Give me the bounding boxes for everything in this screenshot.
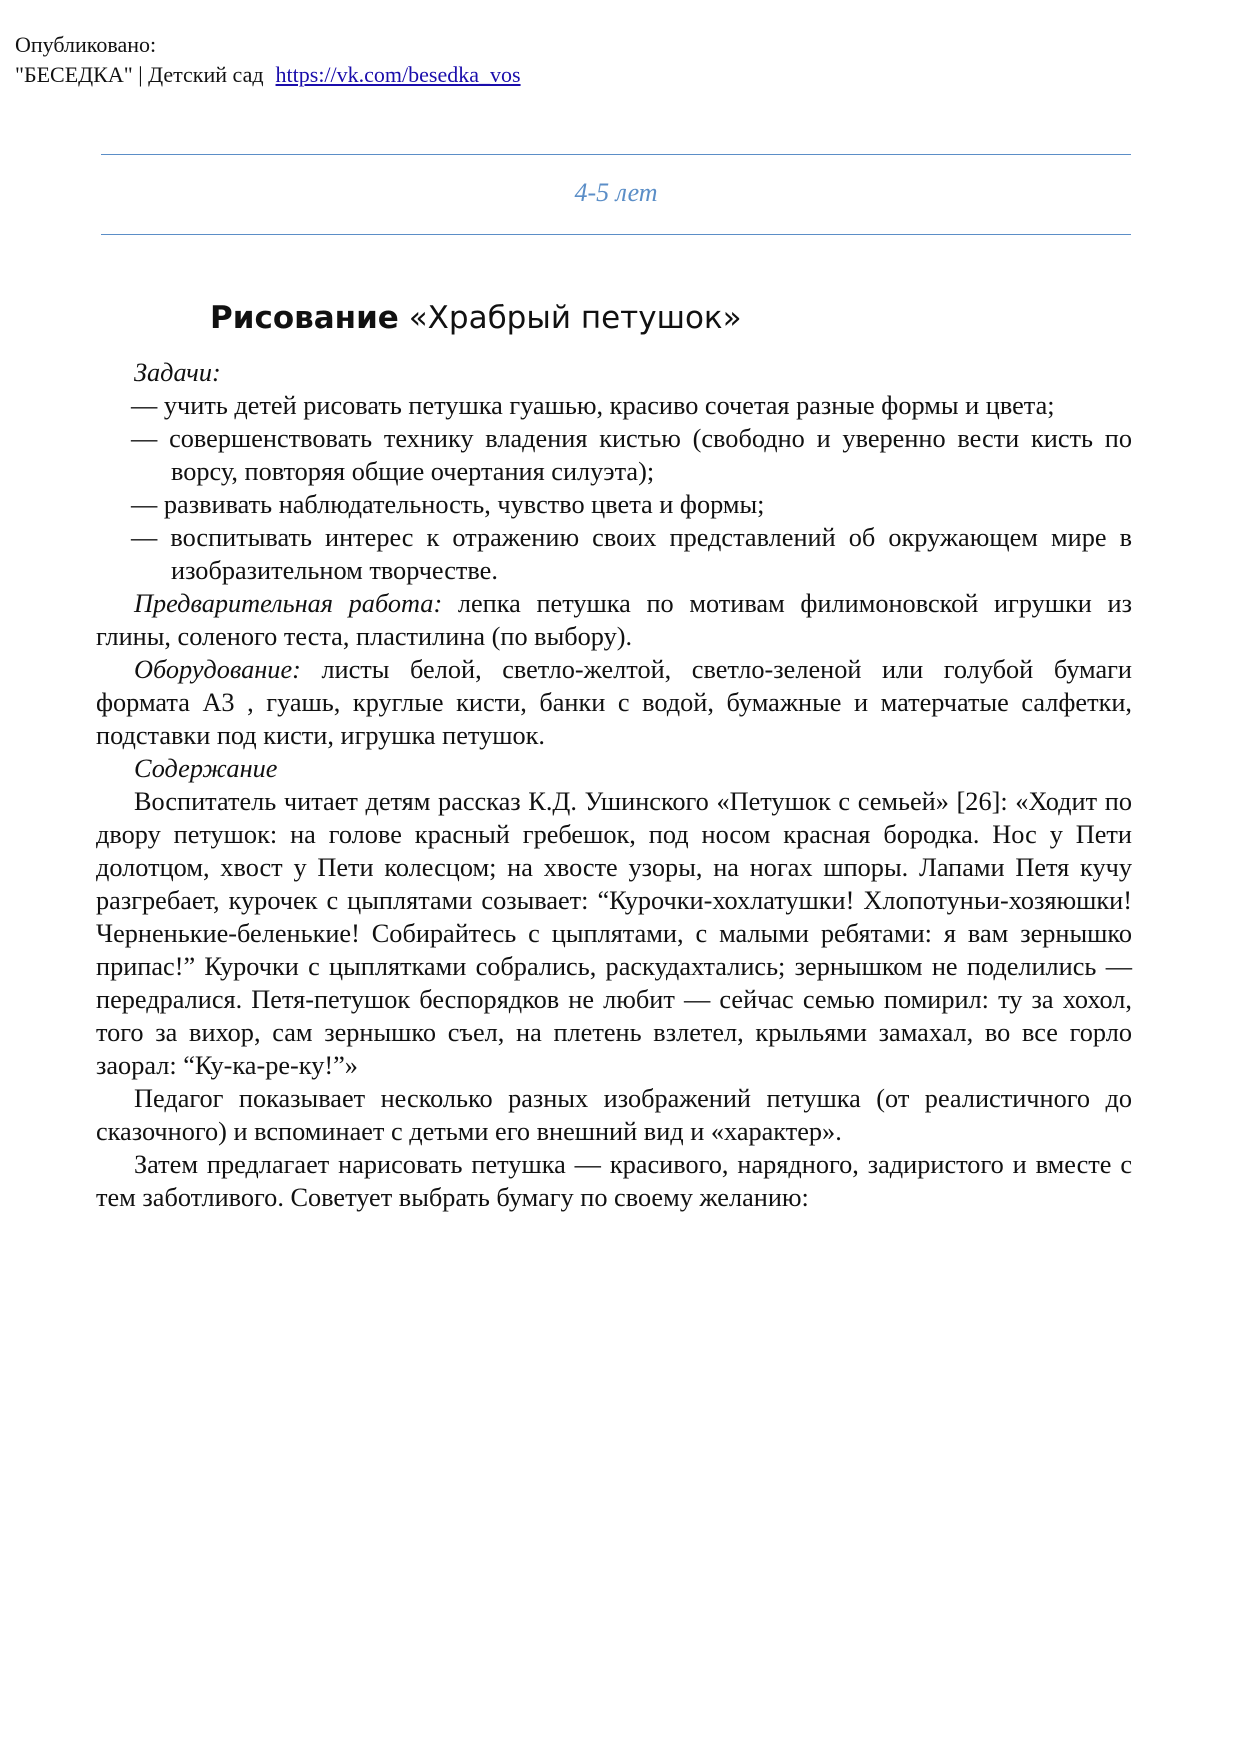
prep-text: лепка петушка по мотивам филимоновской игрушки из глины, соленого теста, пластилина (по выбору).	[96, 589, 1132, 651]
content-paragraph: Педагог показывает несколько разных изображений петушка (от реалистичного до сказочного) и вспоминает с детьми его внешний вид и «характер».	[96, 1084, 1132, 1146]
content-label: Содержание	[134, 754, 278, 783]
task-item: — совершенствовать технику владения кистью (свободно и уверенно вести кисть по ворсу, повторяя общие очертания силуэта);	[96, 422, 1132, 488]
task-item: — развивать наблюдательность, чувство цвета и формы;	[96, 488, 1132, 521]
age-group-heading: 4-5 лет	[574, 178, 658, 207]
publisher-link[interactable]: https://vk.com/besedka_vos	[275, 62, 521, 87]
equipment-text: листы белой, светло-желтой, светло-зеленой или голубой бумаги формата А3 , гуашь, круглые кисти, банки с водой, бумажные и матерчатые салфетки, подставки под кисти, игрушка петушок.	[96, 655, 1132, 750]
tasks-label: Задачи:	[134, 358, 221, 387]
task-item: — учить детей рисовать петушка гуашью, красиво сочетая разные формы и цвета;	[96, 389, 1132, 422]
equipment-paragraph	[96, 653, 1132, 752]
bottom-divider	[101, 234, 1131, 235]
lesson-title	[210, 300, 742, 336]
lesson-title-bold: Рисование	[210, 300, 399, 336]
equipment-label: Оборудование:	[134, 655, 301, 684]
publisher-line	[15, 60, 521, 90]
lesson-body	[96, 356, 1132, 1214]
lesson-title-rest: «Храбрый петушок»	[408, 300, 742, 336]
published-label: Опубликовано:	[15, 32, 157, 57]
top-divider	[101, 154, 1131, 155]
prep-label: Предварительная работа:	[134, 589, 443, 618]
publisher-name: "БЕСЕДКА" | Детский сад	[15, 62, 264, 87]
content-paragraph: Воспитатель читает детям рассказ К.Д. Ушинского «Петушок с семьей» [26]: «Ходит по двору петушок: на голове красный гребешок, под носом красная бородка. Нос у Пети долотцом, хвост у Пети колесцом; на хвосте узоры, на ногах шпоры. Лапами Петя кучу разгребает, курочек с цыплятами созывает: “Курочки-хохлатушки! Хлопотуньи-хозяюшки! Черненькие-беленькие! Собирайтесь с цыплятами, с малыми ребятами: я вам зернышко припас!” Курочки с цыплятками собрались, раскудахтались; зернышком не поделились — передралися. Петя-петушок беспорядков не любит — сейчас семью помирил: ту за хохол, того за вихор, сам зернышко съел, на плетень взлетел, крыльями замахал, во все горло заорал: “Ку-ка-ре-ку!”»	[96, 787, 1132, 1080]
publication-header	[15, 30, 521, 90]
content-paragraph: Затем предлагает нарисовать петушка — красивого, нарядного, задиристого и вместе с тем заботливого. Советует выбрать бумагу по своему желанию:	[96, 1150, 1132, 1212]
prep-paragraph	[96, 587, 1132, 653]
task-item: — воспитывать интерес к отражению своих представлений об окружающем мире в изобразительном творчестве.	[96, 521, 1132, 587]
